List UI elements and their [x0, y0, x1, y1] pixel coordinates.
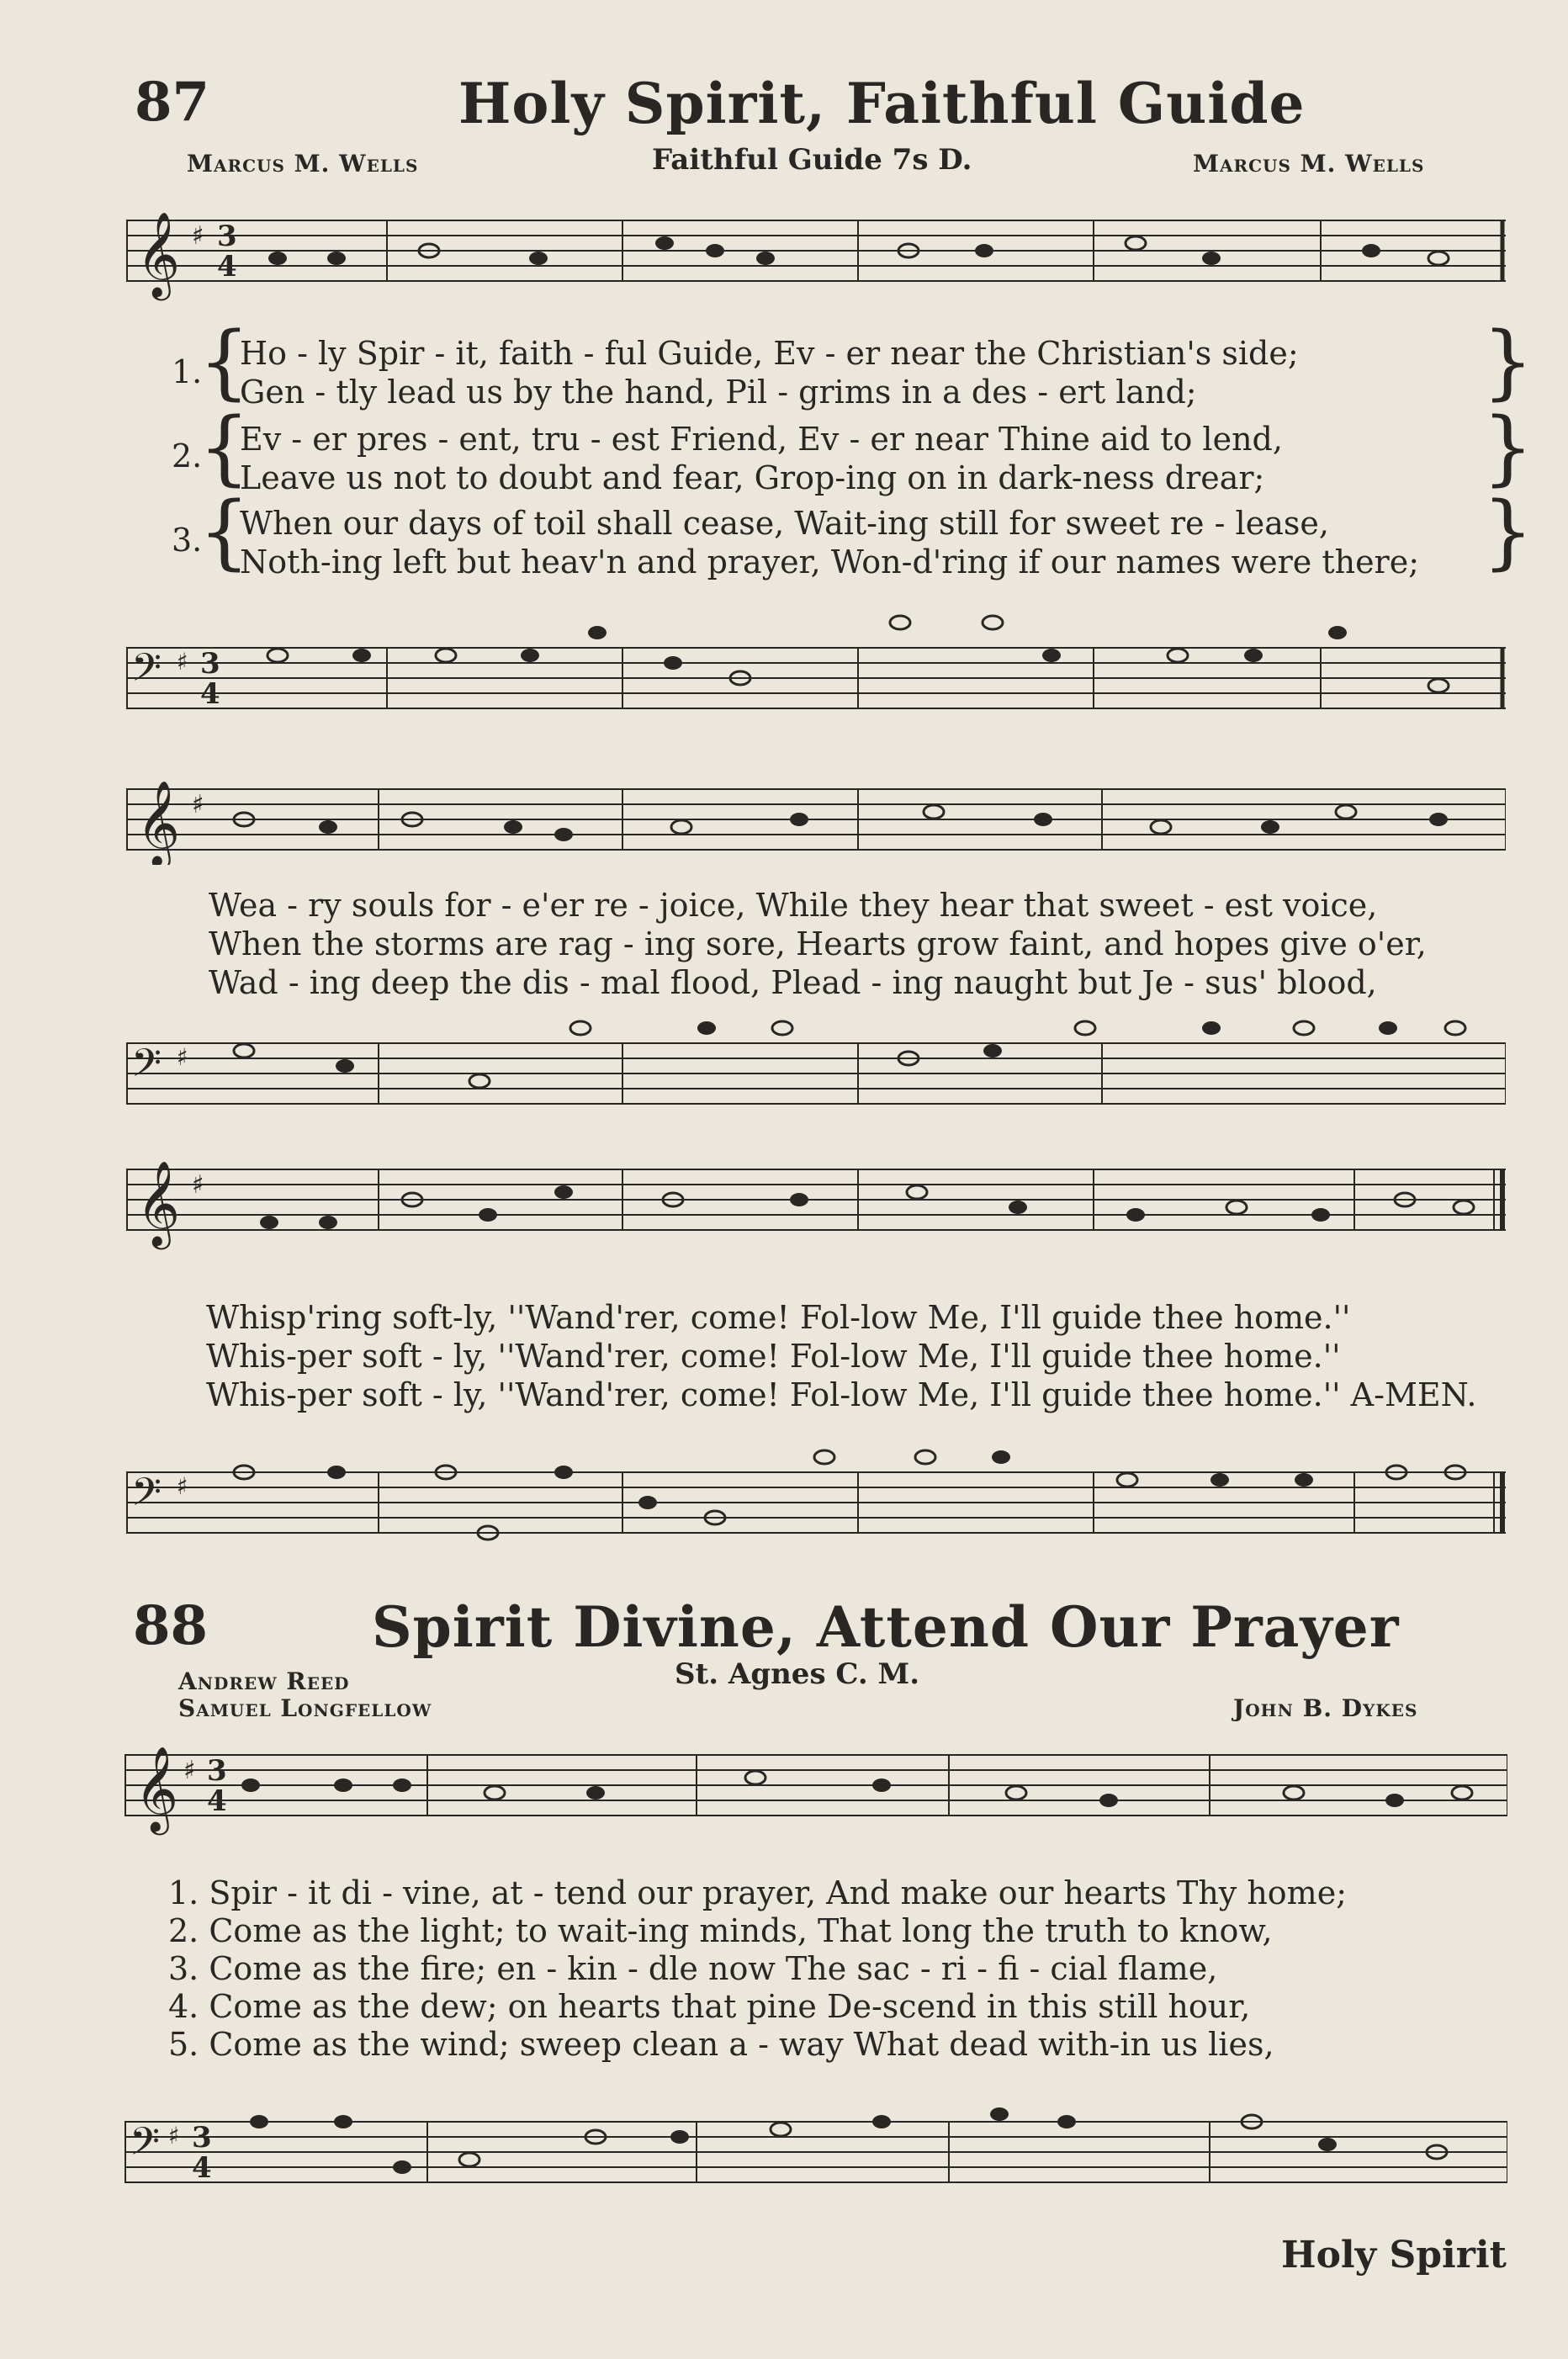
- verse-87-3-line-2: Noth-ing left but heav'n and prayer, Won-d'ring if our names were there;: [240, 543, 1420, 580]
- hymn-87-system2-lyric-3: Wad - ing deep the dis - mal flood, Plead - ing naught but Je - sus' blood,: [209, 964, 1377, 1001]
- svg-text:♯: ♯: [177, 648, 188, 676]
- verse-87-3-number: 3.: [172, 522, 203, 559]
- svg-text:♯: ♯: [168, 2122, 180, 2150]
- verse-87-2-brace: {: [199, 400, 251, 495]
- hymn-87-system2-lyric-1: Wea - ry souls for - e'er re - joice, While they hear that sweet - est voice,: [209, 887, 1378, 924]
- hymn-88-title: Spirit Divine, Attend Our Prayer: [372, 1594, 1400, 1660]
- verse-87-2-number: 2.: [172, 437, 203, 474]
- staff-87-2-bass: [126, 1001, 1506, 1127]
- hymn-88-tune: St. Agnes C. M.: [675, 1657, 920, 1691]
- hymn-88-verse-5: 5. Come as the wind; sweep clean a - way What dead with-in us lies,: [168, 2026, 1274, 2063]
- svg-text:𝄞: 𝄞: [136, 779, 181, 865]
- svg-text:4: 4: [192, 2151, 212, 2185]
- verse-87-3-brace-right: }: [1482, 485, 1534, 579]
- verse-87-1-line-2: Gen - tly lead us by the hand, Pil - grims in a des - ert land;: [240, 374, 1197, 411]
- staff-87-3-bass: [126, 1413, 1506, 1582]
- hymn-87-music-credit: Marcus M. Wells: [1193, 150, 1425, 178]
- svg-text:𝄢: 𝄢: [131, 1470, 162, 1524]
- staff-87-1-treble: [126, 212, 1506, 305]
- svg-text:♯: ♯: [192, 221, 204, 251]
- svg-text:𝄢: 𝄢: [131, 645, 162, 700]
- verse-87-1-brace: {: [199, 315, 251, 409]
- verse-87-2-line-2: Leave us not to doubt and fear, Grop-ing on in dark-ness drear;: [240, 459, 1265, 496]
- svg-text:♯: ♯: [177, 1043, 188, 1071]
- hymn-88-verse-4: 4. Come as the dew; on hearts that pine De-scend in this still hour,: [168, 1988, 1251, 2025]
- verse-87-1-line-1: Ho - ly Spir - it, faith - ful Guide, Ev - er near the Christian's side;: [240, 335, 1299, 372]
- svg-text:4: 4: [207, 1784, 227, 1818]
- hymn-87-system3-lyric-2: Whis-per soft - ly, ''Wand'rer, come! Fol-low Me, I'll guide thee home.'': [206, 1338, 1341, 1375]
- svg-text:𝄞: 𝄞: [136, 212, 181, 297]
- hymn-88-verse-3: 3. Come as the fire; en - kin - dle now The sac - ri - fi - cial flame,: [168, 1950, 1218, 1987]
- verse-87-3-line-1: When our days of toil shall cease, Wait-ing still for sweet re - lease,: [240, 505, 1329, 542]
- verse-87-2-line-1: Ev - er pres - ent, tru - est Friend, Ev - er near Thine aid to lend,: [240, 421, 1283, 458]
- hymn-87-title: Holy Spirit, Faithful Guide: [458, 71, 1306, 136]
- hymn-87-number: 87: [135, 71, 210, 134]
- svg-text:4: 4: [217, 250, 237, 284]
- hymn-87-system3-lyric-3: Whis-per soft - ly, ''Wand'rer, come! Fol-low Me, I'll guide thee home.'' A-MEN.: [206, 1376, 1477, 1413]
- svg-text:𝄞: 𝄞: [135, 1745, 179, 1832]
- svg-text:𝄢: 𝄢: [131, 1041, 162, 1095]
- svg-text:♯: ♯: [183, 1756, 196, 1785]
- staff-87-1-bass: [126, 589, 1506, 732]
- svg-text:4: 4: [200, 677, 220, 711]
- verse-87-1-number: 1.: [172, 353, 203, 390]
- svg-text:𝄞: 𝄞: [136, 1159, 181, 1246]
- hymn-87-system2-lyric-2: When the storms are rag - ing sore, Hearts grow faint, and hopes give o'er,: [209, 925, 1427, 962]
- staff-87-2-treble: [126, 772, 1506, 865]
- hymn-87-tune: Faithful Guide 7s D.: [652, 143, 972, 177]
- hymn-88-words-credit-1: Andrew Reed: [178, 1667, 350, 1695]
- hymn-88-words-credit-2: Samuel Longfellow: [178, 1694, 432, 1722]
- hymn-88-verse-2: 2. Come as the light; to wait-ing minds, That long the truth to know,: [168, 1912, 1273, 1949]
- staff-88-bass: [124, 2070, 1507, 2196]
- verse-87-2-brace-right: }: [1482, 400, 1534, 495]
- hymn-88-number: 88: [133, 1594, 209, 1657]
- svg-text:3: 3: [217, 220, 237, 253]
- svg-text:♯: ♯: [192, 1170, 204, 1200]
- footer-section-label: Holy Spirit: [1281, 2234, 1507, 2277]
- svg-text:♯: ♯: [177, 1472, 188, 1500]
- verse-87-1-brace-right: }: [1482, 315, 1534, 409]
- svg-text:♯: ♯: [192, 790, 204, 819]
- hymn-87-words-credit: Marcus M. Wells: [187, 150, 419, 178]
- staff-88-treble: [124, 1738, 1507, 1847]
- svg-text:3: 3: [207, 1754, 227, 1788]
- hymn-87-system3-lyric-1: Whisp'ring soft-ly, ''Wand'rer, come! Fol-low Me, I'll guide thee home.'': [206, 1299, 1351, 1336]
- hymn-88-music-credit: John B. Dykes: [1233, 1694, 1418, 1722]
- verse-87-3-brace: {: [199, 485, 251, 579]
- svg-text:3: 3: [200, 647, 220, 681]
- staff-87-3-treble: [126, 1144, 1506, 1262]
- svg-text:3: 3: [192, 2121, 212, 2155]
- svg-text:𝄢: 𝄢: [130, 2119, 161, 2174]
- hymn-88-verse-1: 1. Spir - it di - vine, at - tend our prayer, And make our hearts Thy home;: [168, 1874, 1348, 1911]
